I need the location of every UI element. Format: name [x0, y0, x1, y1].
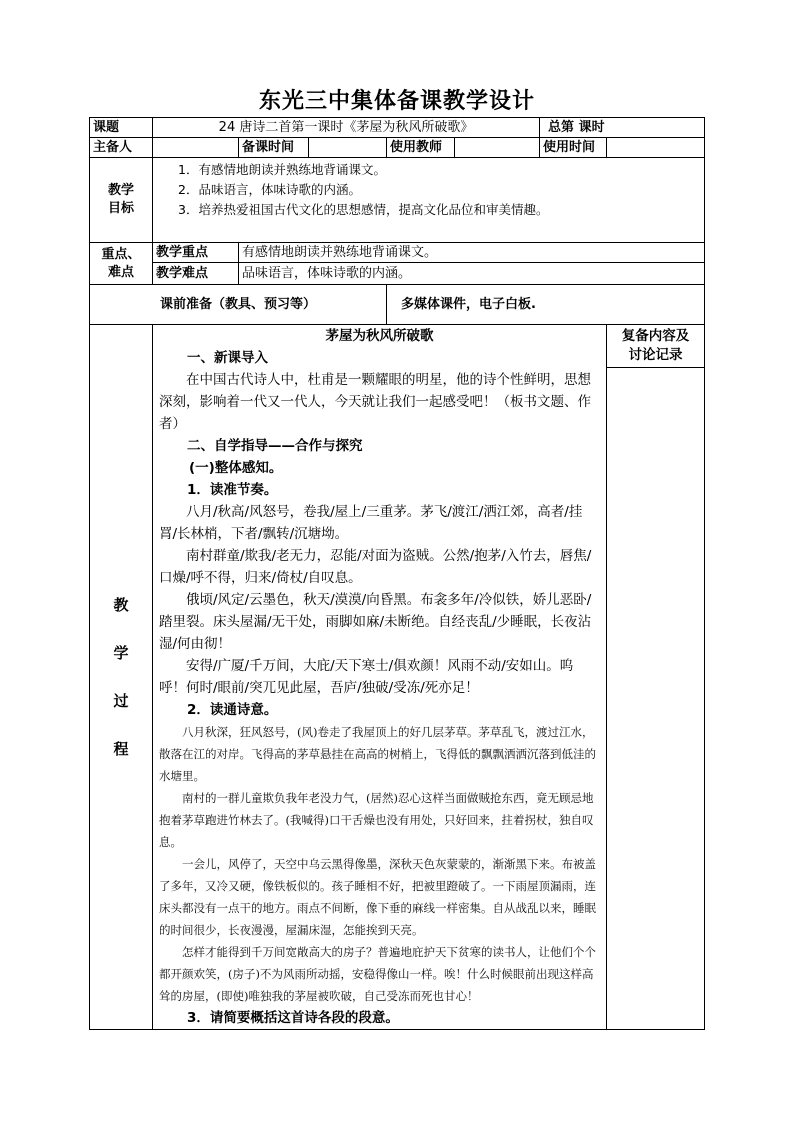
- process-label: [90, 325, 153, 1030]
- rhythm-paragraph: 安得/广厦/千万间，大庇/天下寒士/俱欢颜！风雨不动/安如山。呜呼！何时/眼前/突兀见此屋，吾庐/独破/受冻/死亦足！: [159, 658, 574, 696]
- key-point-value: 有感情地朗读并熟练地背诵课文。: [239, 243, 705, 263]
- translation-paragraph: 怎样才能得到千万间宽敞高大的房子？普遍地庇护天下贫寒的读书人，让他们个个都开颜欢笑，(房子)不为风雨所动摇，安稳得像山一样。唉！什么时候眼前出现这样高耸的房屋，(即使)唯独我的茅屋被吹破，自己受冻而死也甘心！: [159, 945, 596, 1003]
- prep-value: 多媒体课件，电子白板.: [387, 285, 705, 325]
- use-time-label: 使用时间: [540, 138, 607, 158]
- row-goals: [90, 158, 705, 243]
- preparer-value: [153, 138, 239, 158]
- section2-heading: 二、自学指导——合作与探究: [187, 438, 363, 454]
- content-title: 茅屋为秋风所破歌: [325, 328, 434, 344]
- prep-time-label: 备课时间: [239, 138, 309, 158]
- goals-label-line1: 教学: [107, 183, 134, 198]
- goal-item: 1．有感情地朗读并熟练地背诵课文。: [178, 162, 386, 177]
- total-lessons-label: 总第 课时: [540, 118, 705, 138]
- use-time-value: [607, 138, 705, 158]
- row-difficulty: [90, 263, 705, 285]
- section1-text: 在中国古代诗人中，杜甫是一颗耀眼的明星，他的诗个性鲜明，思想深刻，影响着一代又一代人，今天就让我们一起感受吧！（板书文题、作者）: [159, 372, 591, 432]
- row-topic: [90, 118, 705, 138]
- review-notes-header-line2: 讨论记录: [628, 347, 683, 363]
- goal-item: 3．培养热爱祖国古代文化的思想感情，提高文化品位和审美情趣。: [178, 202, 549, 217]
- focus-label: [90, 243, 153, 285]
- section1-heading: 一、新课导入: [187, 350, 268, 366]
- lesson-plan-table: [89, 117, 705, 1030]
- process-content: [153, 325, 607, 1030]
- section2-subheading: (一)整体感知。: [189, 460, 283, 476]
- topic-label: 课题: [90, 118, 153, 138]
- difficulty-label: 教学难点: [153, 263, 239, 285]
- key-point-label: 教学重点: [153, 243, 239, 263]
- process-label-char: 程: [113, 740, 129, 758]
- preparer-label: 主备人: [90, 138, 153, 158]
- step3-heading: 3．请简要概括这首诗各段的段意。: [187, 1010, 399, 1026]
- review-notes-header: [607, 325, 704, 368]
- document-title: 东光三中集体备课教学设计: [258, 89, 535, 114]
- rhythm-paragraph: 南村群童/欺我/老无力，忍能/对面为盗贼。公然/抱茅/入竹去，唇焦/口燥/呼不得，归来/倚杖/自叹息。: [159, 548, 592, 586]
- goals-list: [153, 158, 705, 243]
- step2-heading: 2．读通诗意。: [187, 702, 278, 718]
- focus-label-line2: 难点: [107, 264, 134, 280]
- row-key-point: [90, 243, 705, 263]
- process-label-char: 教: [113, 596, 129, 614]
- translation-paragraph: 南村的一群儿童欺负我年老没力气，(居然)忍心这样当面做贼抢东西，竟无顾忌地抱着茅草跑进竹林去了。(我喊得)口干舌燥也没有用处，只好回来，拄着拐杖，独自叹息。: [159, 791, 594, 849]
- step1-heading: 1．读准节奏。: [187, 482, 278, 498]
- teacher-value: [455, 138, 540, 158]
- prep-time-value: [309, 138, 387, 158]
- rhythm-paragraph: 俄顷/风定/云墨色，秋天/漠漠/向昏黑。布衾多年/冷似铁，娇儿恶卧/踏里裂。床头屋漏/无干处，雨脚如麻/未断绝。自经丧乱/少睡眠，长夜沾湿/何由彻！: [159, 592, 592, 652]
- row-preparer: [90, 138, 705, 158]
- row-process: [90, 325, 705, 1030]
- teacher-label: 使用教师: [387, 138, 455, 158]
- translation-paragraph: 一会儿，风停了，天空中乌云黑得像墨，深秋天色灰蒙蒙的，渐渐黑下来。布被盖了多年，又冷又硬，像铁板似的。孩子睡相不好，把被里蹬破了。一下雨屋顶漏雨，连床头都没有一点干的地方。雨点不间断，像下垂的麻线一样密集。自从战乱以来，睡眠的时间很少，长夜漫漫，屋漏床湿，怎能挨到天亮。: [159, 857, 596, 937]
- goals-label-line2: 目标: [107, 201, 134, 216]
- row-prep: [90, 285, 705, 325]
- process-label-char: 学: [113, 644, 129, 662]
- goal-item: 2．品味语言，体味诗歌的内涵。: [178, 182, 361, 197]
- goals-label: [90, 158, 153, 243]
- focus-label-line1: 重点、: [101, 246, 141, 262]
- difficulty-value: 品味语言，体味诗歌的内涵。: [239, 263, 705, 285]
- process-label-char: 过: [113, 692, 129, 710]
- topic-value: 24 唐诗二首第一课时《茅屋为秋风所破歌》: [153, 118, 540, 138]
- rhythm-paragraph: 八月/秋高/风怒号，卷我/屋上/三重茅。茅飞/渡江/洒江郊，高者/挂罥/长林梢，下者/飘转/沉塘坳。: [159, 504, 583, 542]
- translation-paragraph: 八月秋深，狂风怒号，(风)卷走了我屋顶上的好几层茅草。茅草乱飞，渡过江水，散落在江的对岸。飞得高的茅草悬挂在高高的树梢上，飞得低的飘飘洒洒沉落到低洼的水塘里。: [159, 725, 596, 783]
- review-notes-column: [607, 325, 705, 1030]
- prep-label: 课前准备（教具、预习等）: [90, 285, 387, 325]
- review-notes-header-line1: 复备内容及: [621, 328, 690, 344]
